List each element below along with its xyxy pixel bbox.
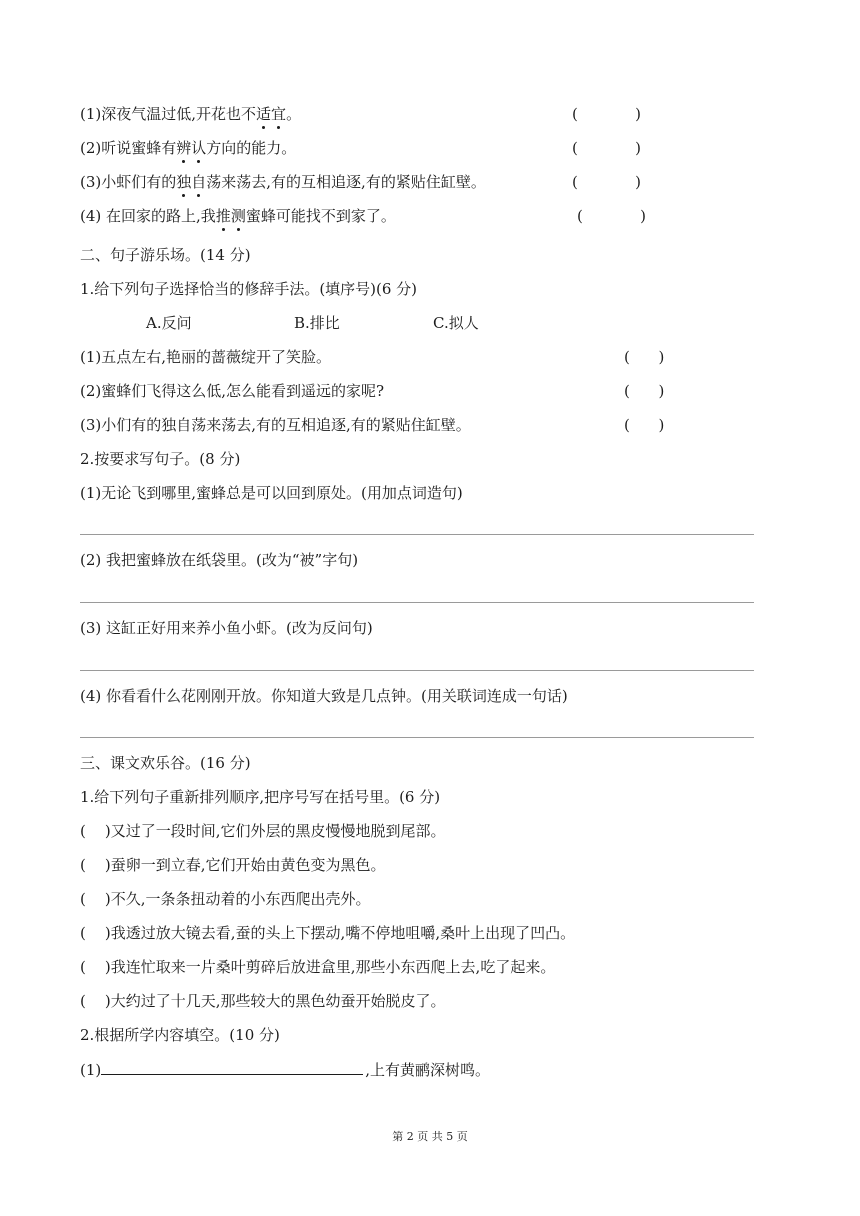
emphasis-dot-char: 推 — [215, 207, 231, 225]
part1-item-2-text: (2)听说蜜蜂有辨认方向的能力。 — [80, 139, 297, 157]
page-footer: 第 2 页 共 5 页 — [392, 1130, 468, 1143]
section-3-title: 三、课文欢乐谷。(16 分) — [80, 754, 251, 772]
s3-q1-item-6 — [80, 991, 446, 1011]
emphasis-dot-char: 独 — [176, 173, 192, 191]
s2-q1-title: 1.给下列句子选择恰当的修辞手法。(填序号)(6 分) — [80, 280, 418, 298]
emphasis-dot-char: 适 — [256, 105, 272, 123]
answer-paren[interactable]: ( ) — [80, 822, 111, 840]
s3-q1-item-5-text: 我连忙取来一片桑叶剪碎后放进盒里,那些小东西爬上去,吃了起来。 — [110, 958, 556, 976]
answer-paren[interactable]: ( ) — [572, 139, 641, 157]
s3-q1-item-1 — [80, 821, 446, 841]
answer-paren[interactable]: ( ) — [572, 173, 641, 191]
s3-q2-fill-1 — [80, 1059, 490, 1080]
answer-paren[interactable]: ( ) — [80, 856, 111, 874]
s3-q1-item-1-text: 又过了一段时间,它们外层的黑皮慢慢地脱到尾部。 — [110, 822, 446, 840]
emphasis-dot-char: 宜 — [271, 105, 287, 123]
s2-q1-item-1: (1)五点左右,艳丽的蔷薇绽开了笑脸。 — [80, 348, 332, 366]
section-2-title: 二、句子游乐场。(14 分) — [80, 246, 251, 264]
s2-q2-item-1: (1)无论飞到哪里,蜜蜂总是可以回到原处。(用加点词造句) — [80, 484, 463, 502]
option-c: C.拟人 — [433, 314, 479, 332]
emphasis-dot-char: 辨 — [176, 139, 192, 157]
answer-paren[interactable]: ( ) — [80, 890, 111, 908]
answer-line[interactable] — [80, 602, 754, 603]
part1-item-1-text: (1)深夜气温过低,开花也不适宜。 — [80, 105, 302, 123]
part1-item-1 — [80, 104, 301, 124]
s3-q1-item-5 — [80, 957, 555, 977]
s2-q2-item-3: (3) 这缸正好用来养小鱼小虾。(改为反问句) — [80, 619, 373, 637]
s3-q1-title: 1.给下列句子重新排列顺序,把序号写在括号里。(6 分) — [80, 788, 441, 806]
s2-q2-title: 2.按要求写句子。(8 分) — [80, 450, 241, 468]
emphasis-dot-char: 认 — [191, 139, 207, 157]
emphasis-dot-char: 测 — [230, 207, 246, 225]
s2-q1-item-2: (2)蜜蜂们飞得这么低,怎么能看到遥远的家呢? — [80, 382, 385, 400]
s3-q2-title: 2.根据所学内容填空。(10 分) — [80, 1026, 280, 1044]
s3-q1-item-3-text: 不久,一条条扭动着的小东西爬出壳外。 — [110, 890, 371, 908]
s3-q1-item-2-text: 蚕卵一到立春,它们开始由黄色变为黑色。 — [110, 856, 386, 874]
part1-item-4 — [80, 206, 396, 226]
s2-q2-item-2: (2) 我把蜜蜂放在纸袋里。(改为“被”字句) — [80, 551, 359, 569]
s2-q1-item-3: (3)小们有的独自荡来荡去,有的互相追逐,有的紧贴住缸壁。 — [80, 416, 471, 434]
option-b: B.排比 — [294, 314, 340, 332]
s3-q1-item-3 — [80, 889, 371, 909]
answer-paren[interactable]: ( ) — [80, 958, 111, 976]
answer-paren[interactable]: ( ) — [624, 416, 665, 434]
answer-paren[interactable]: ( ) — [80, 924, 111, 942]
answer-paren[interactable]: ( ) — [624, 348, 665, 366]
answer-paren[interactable]: ( ) — [80, 992, 111, 1010]
s3-q2-fill-1-number: (1) — [80, 1061, 102, 1079]
part1-item-3-text: (3)小虾们有的独自荡来荡去,有的互相追逐,有的紧贴住缸壁。 — [80, 173, 486, 191]
s3-q1-item-2 — [80, 855, 386, 875]
answer-line[interactable] — [80, 670, 754, 671]
answer-paren[interactable]: ( ) — [624, 382, 665, 400]
option-a: A.反问 — [146, 314, 192, 332]
fill-blank[interactable] — [101, 1059, 363, 1075]
s3-q2-fill-1-text: ,上有黄鹂深树鸣。 — [365, 1061, 491, 1079]
s3-q1-item-4 — [80, 923, 575, 943]
s2-q2-item-4: (4) 你看看什么花刚刚开放。你知道大致是几点钟。(用关联词连成一句话) — [80, 687, 568, 705]
answer-line[interactable] — [80, 534, 754, 535]
s3-q1-item-6-text: 大约过了十几天,那些较大的黑色幼蚕开始脱皮了。 — [110, 992, 446, 1010]
answer-line[interactable] — [80, 737, 754, 738]
part1-item-3 — [80, 172, 486, 192]
emphasis-dot-char: 自 — [191, 173, 207, 191]
answer-paren[interactable]: ( ) — [577, 207, 646, 225]
part1-item-4-text: (4) 在回家的路上,我推测蜜蜂可能找不到家了。 — [80, 207, 396, 225]
s3-q1-item-4-text: 我透过放大镜去看,蚕的头上下摆动,嘴不停地咀嚼,桑叶上出现了凹凸。 — [110, 924, 576, 942]
answer-paren[interactable]: ( ) — [572, 105, 641, 123]
part1-item-2 — [80, 138, 296, 158]
